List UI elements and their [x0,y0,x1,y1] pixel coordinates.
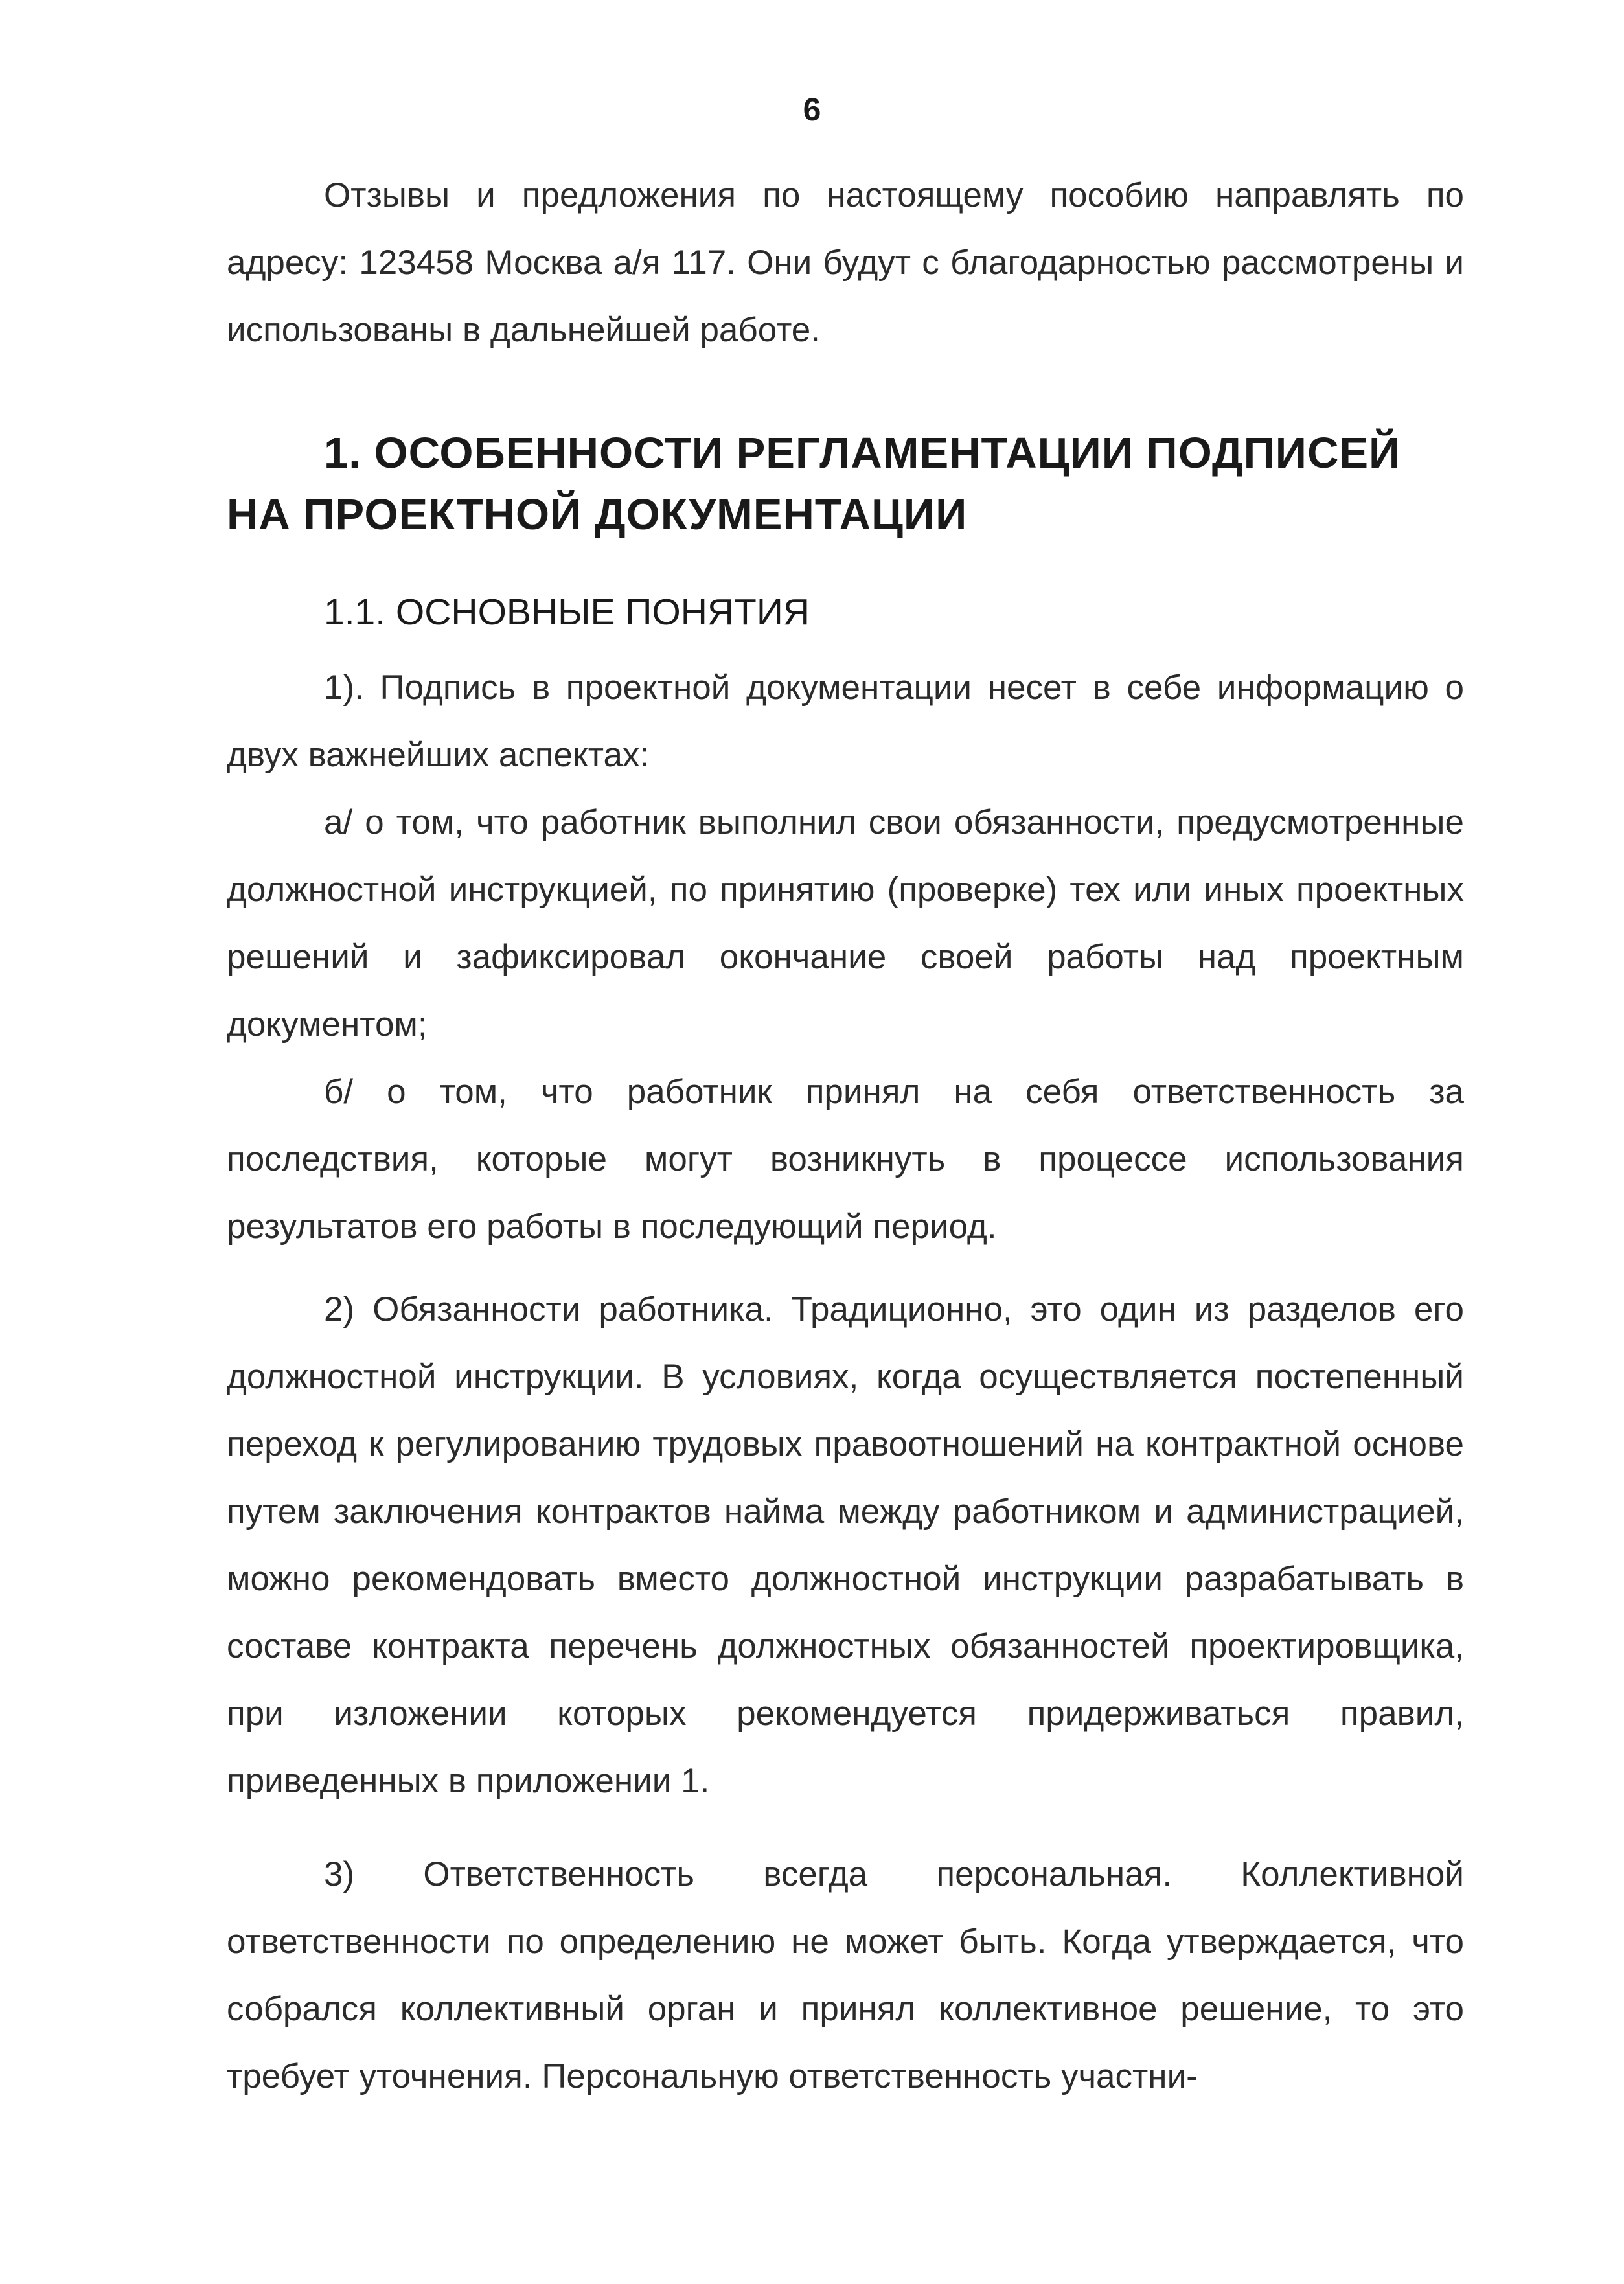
text-column [227,162,1464,2110]
subsection-heading: 1.1. ОСНОВНЫЕ ПОНЯТИЯ [324,591,810,633]
paragraph-1: 1). Подпись в проектной документации несет в себе информацию о двух важнейших аспектах: [227,668,1464,774]
paragraph-1a: а/ о том, что работник выполнил свои обязанности, предусмотренные должностной инструкцией, по принятию (проверке) тех или иных проектных решений и зафиксировал окончание своей работы над проектным документом; [227,803,1464,1044]
paragraph-2: 2) Обязанности работника. Традиционно, это один из разделов его должностной инструкции. В условиях, когда осуществляется постепенный переход к регулированию трудовых правоотношений на контрактной основе путем заключения контрактов найма между работником и администрацией, можно рекомендовать вместо должностной инструкции разрабатывать в составе контракта перечень должностных обязанностей проектировщика, при изложении которых рекомендуется придерживаться правил, приведенных в приложении 1. [227,1290,1464,1800]
page-number: 6 [803,91,821,128]
section-heading: 1. ОСОБЕННОСТИ РЕГЛАМЕНТАЦИИ ПОДПИСЕЙ НА ПРОЕКТНОЙ ДОКУМЕНТАЦИИ [227,429,1401,539]
paragraph-1b: б/ о том, что работник принял на себя ответственность за последствия, которые могут возникнуть в процессе использования результатов его работы в последующий период. [227,1073,1464,1246]
paragraph-3: 3) Ответственность всегда персональная. Коллективной ответственности по определению не может быть. Когда утверждается, что собрался коллективный орган и принял коллективное решение, то это требует уточнения. Персональную ответственность участни- [227,1855,1464,2096]
intro-paragraph: Отзывы и предложения по настоящему пособию направлять по адресу: 123458 Москва а/я 117. Они будут с благодарностью рассмотрены и использованы в дальнейшей работе. [227,176,1464,349]
